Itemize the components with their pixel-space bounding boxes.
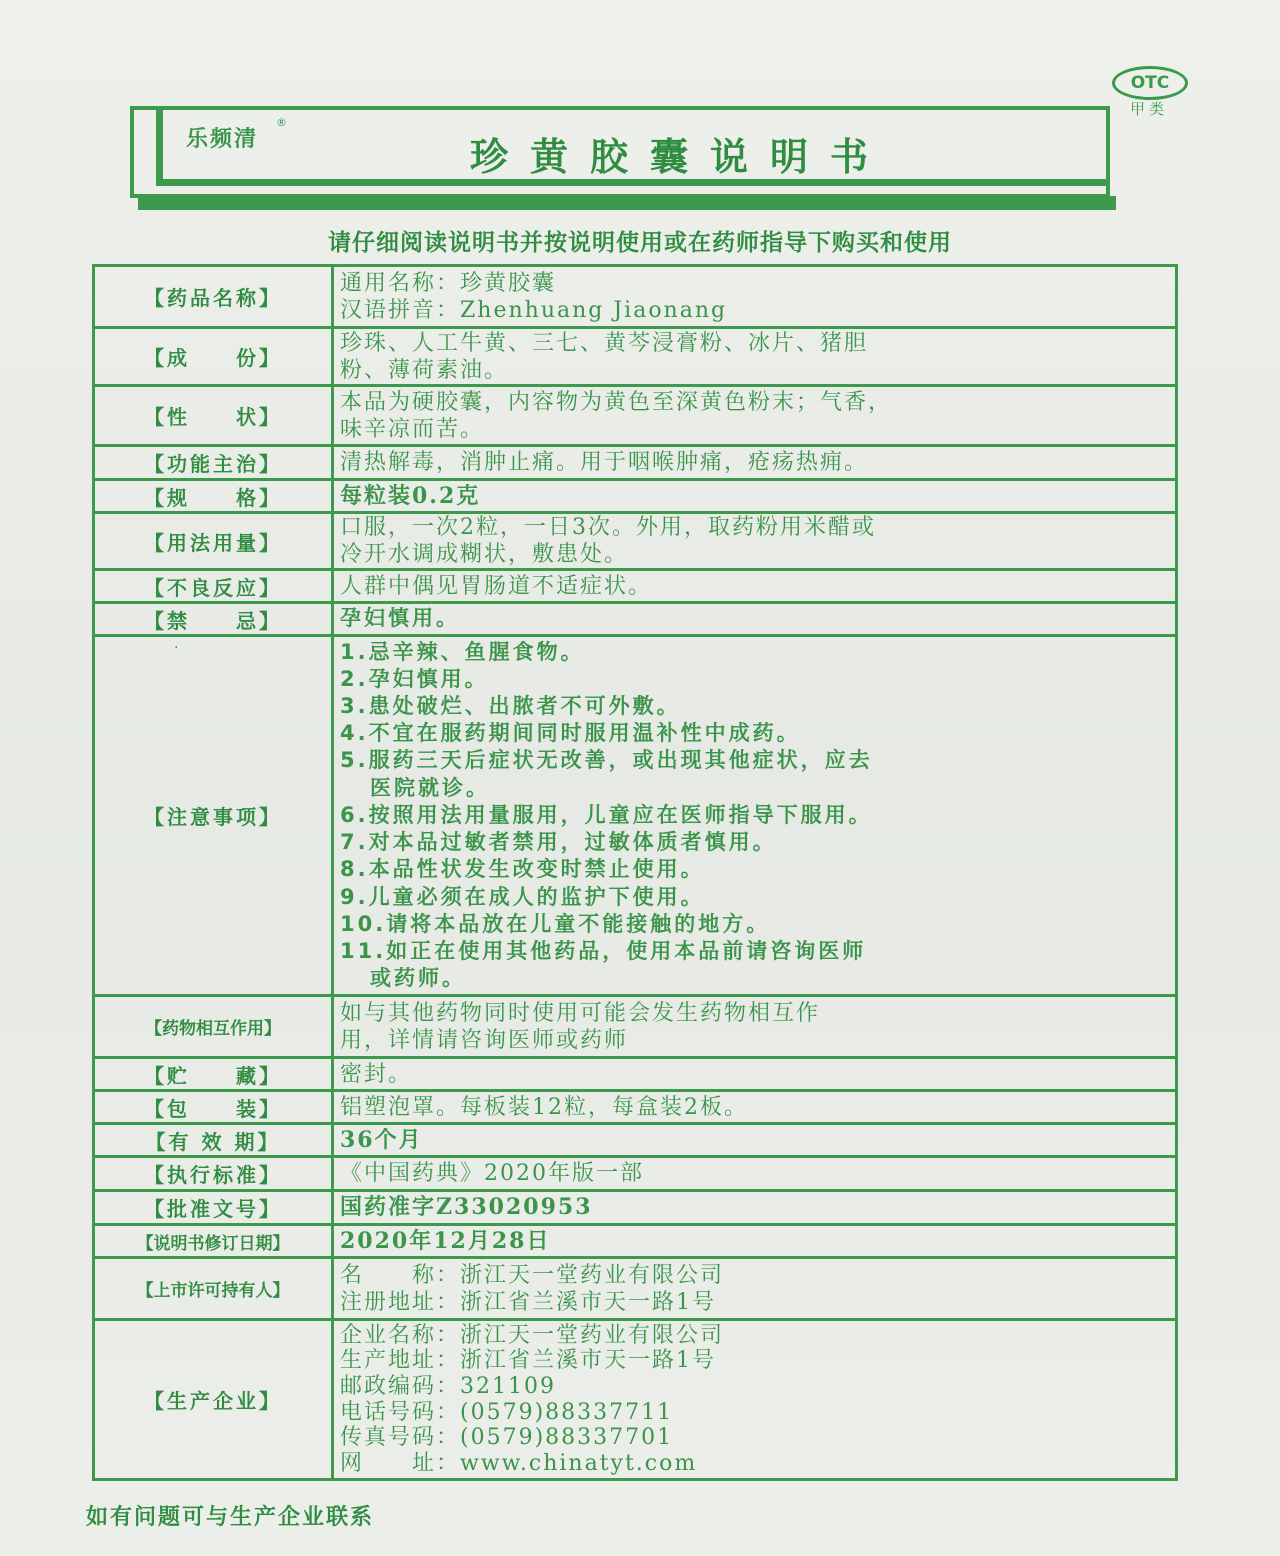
row-adverse-reactions <box>94 570 1177 603</box>
label-validity: 【有 效 期】 <box>94 1124 333 1157</box>
specification-line: 每粒装0.2克 <box>340 482 481 509</box>
value-holder <box>333 1258 1177 1320</box>
value-approval <box>333 1191 1177 1225</box>
value-properties <box>333 386 1177 446</box>
label-dosage: 【用法用量】 <box>94 513 333 570</box>
value-drug-name <box>333 266 1177 328</box>
value-specification <box>333 480 1177 513</box>
value-storage <box>333 1058 1177 1091</box>
row-properties <box>94 386 1177 446</box>
row-precautions <box>94 636 1177 996</box>
row-package <box>94 1091 1177 1124</box>
precaution-item: 5.服药三天后症状无改善，或出现其他症状，应去 <box>340 748 873 773</box>
precautions-bullet: · <box>174 640 179 656</box>
row-dosage <box>94 513 1177 570</box>
package-line: 铝塑泡罩。每板装12粒，每盒装2板。 <box>340 1094 748 1120</box>
value-dosage <box>333 513 1177 570</box>
row-drug-name <box>94 266 1177 328</box>
dosage-line: 冷开水调成糊状，敷患处。 <box>340 542 629 567</box>
pinyin-name: 汉语拼音：Zhenhuang Jiaonang <box>340 297 728 323</box>
precaution-item: 2.孕妇慎用。 <box>340 666 489 691</box>
manufacturer-line: 邮政编码：321109 <box>340 1373 556 1399</box>
row-validity <box>94 1124 1177 1157</box>
value-contraindications <box>333 603 1177 636</box>
precaution-item: 7.对本品过敏者禁用，过敏体质者慎用。 <box>340 830 777 855</box>
holder-line: 注册地址：浙江省兰溪市天一路1号 <box>340 1289 716 1315</box>
value-ingredients <box>333 328 1177 386</box>
value-package <box>333 1091 1177 1124</box>
adverse-line: 人群中偶见胃肠道不适症状。 <box>340 573 653 599</box>
interactions-line: 用，详情请咨询医师或药师 <box>340 1027 629 1053</box>
precaution-item: 或药师。 <box>370 966 466 991</box>
manufacturer-line: 生产地址：浙江省兰溪市天一路1号 <box>340 1348 716 1374</box>
dosage-line: 口服，一次2粒，一日3次。外用，取药粉用米醋或 <box>340 515 876 540</box>
precaution-item: 9.儿童必须在成人的监护下使用。 <box>340 884 705 909</box>
label-revision-date: 【说明书修订日期】 <box>94 1225 333 1258</box>
label-drug-name: 【药品名称】 <box>94 266 333 328</box>
brand-name: 乐频清 <box>186 126 259 152</box>
value-manufacturer <box>333 1320 1177 1480</box>
row-revision-date <box>94 1225 1177 1258</box>
label-package: 【包 装】 <box>94 1091 333 1124</box>
label-manufacturer: 【生产企业】 <box>94 1320 333 1480</box>
manufacturer-line: 企业名称：浙江天一堂药业有限公司 <box>340 1322 725 1348</box>
label-interactions: 【药物相互作用】 <box>94 996 333 1058</box>
storage-line: 密封。 <box>340 1061 413 1087</box>
precaution-item: 6.按照用法用量服用，儿童应在医师指导下服用。 <box>340 802 873 827</box>
manufacturer-line: 传真号码：(0579)88337701 <box>340 1425 674 1451</box>
manufacturer-line: 电话号码：(0579)88337711 <box>340 1399 674 1425</box>
document-title: 珍黄胶囊说明书 <box>470 135 891 179</box>
row-standard <box>94 1157 1177 1191</box>
label-indications: 【功能主治】 <box>94 446 333 480</box>
reading-notice: 请仔细阅读说明书并按说明使用或在药师指导下购买和使用 <box>328 230 952 256</box>
revision-line: 2020年12月28日 <box>340 1227 551 1254</box>
label-specification: 【规 格】 <box>94 480 333 513</box>
precaution-item: 医院就诊。 <box>370 775 490 800</box>
approval-line: 国药准字Z33020953 <box>340 1194 593 1220</box>
otc-class-label: 甲类 <box>1129 100 1168 118</box>
row-approval <box>94 1191 1177 1225</box>
label-approval: 【批准文号】 <box>94 1191 333 1225</box>
manufacturer-line: 网 址：www.chinatyt.com <box>340 1450 698 1476</box>
label-precautions: 【注意事项】 <box>94 636 333 996</box>
value-adverse-reactions <box>333 570 1177 603</box>
precaution-item: 10.请将本品放在儿童不能接触的地方。 <box>340 911 771 936</box>
generic-name: 通用名称：珍黄胶囊 <box>340 270 557 296</box>
label-properties: 【性 状】 <box>94 386 333 446</box>
validity-line: 36个月 <box>340 1126 423 1153</box>
otc-badge: OTC <box>1112 66 1188 100</box>
indications-line: 清热解毒，消肿止痛。用于咽喉肿痛，疮疡热痈。 <box>340 450 869 475</box>
row-contraindications <box>94 603 1177 636</box>
registered-mark: ® <box>276 116 287 129</box>
row-manufacturer <box>94 1320 1177 1480</box>
label-storage: 【贮 藏】 <box>94 1058 333 1091</box>
value-standard <box>333 1157 1177 1191</box>
label-contraindications: 【禁 忌】 <box>94 603 333 636</box>
row-storage <box>94 1058 1177 1091</box>
properties-line: 味辛凉而苦。 <box>340 416 485 442</box>
ingredients-line: 粉、薄荷素油。 <box>340 357 509 383</box>
precaution-item: 3.患处破烂、出脓者不可外敷。 <box>340 694 681 719</box>
row-interactions <box>94 996 1177 1058</box>
precaution-item: 1.忌辛辣、鱼腥食物。 <box>340 639 585 664</box>
interactions-line: 如与其他药物同时使用可能会发生药物相互作 <box>340 1000 821 1026</box>
label-standard: 【执行标准】 <box>94 1157 333 1191</box>
ingredients-line: 珍珠、人工牛黄、三七、黄芩浸膏粉、冰片、猪胆 <box>340 330 869 356</box>
value-precautions <box>333 636 1177 996</box>
label-holder: 【上市许可持有人】 <box>94 1258 333 1320</box>
header-shadow <box>138 196 1116 210</box>
precaution-item: 4.不宜在服药期间同时服用温补性中成药。 <box>340 721 801 746</box>
row-specification <box>94 480 1177 513</box>
contact-footer: 如有问题可与生产企业联系 <box>86 1505 375 1530</box>
value-interactions <box>333 996 1177 1058</box>
holder-line: 名 称：浙江天一堂药业有限公司 <box>340 1262 725 1288</box>
precaution-item: 11.如正在使用其他药品，使用本品前请咨询医师 <box>340 938 867 963</box>
properties-line: 本品为硬胶囊，内容物为黄色至深黄色粉末；气香， <box>340 389 893 415</box>
contraindications-line: 孕妇慎用。 <box>340 606 460 631</box>
leaflet-table <box>92 264 1178 1481</box>
precaution-item: 8.本品性状发生改变时禁止使用。 <box>340 857 705 882</box>
row-ingredients <box>94 328 1177 386</box>
value-revision-date <box>333 1225 1177 1258</box>
value-validity <box>333 1124 1177 1157</box>
row-indications <box>94 446 1177 480</box>
label-adverse-reactions: 【不良反应】 <box>94 570 333 603</box>
label-ingredients: 【成 份】 <box>94 328 333 386</box>
row-holder <box>94 1258 1177 1320</box>
standard-line: 《中国药典》2020年版一部 <box>340 1161 644 1186</box>
value-indications <box>333 446 1177 480</box>
